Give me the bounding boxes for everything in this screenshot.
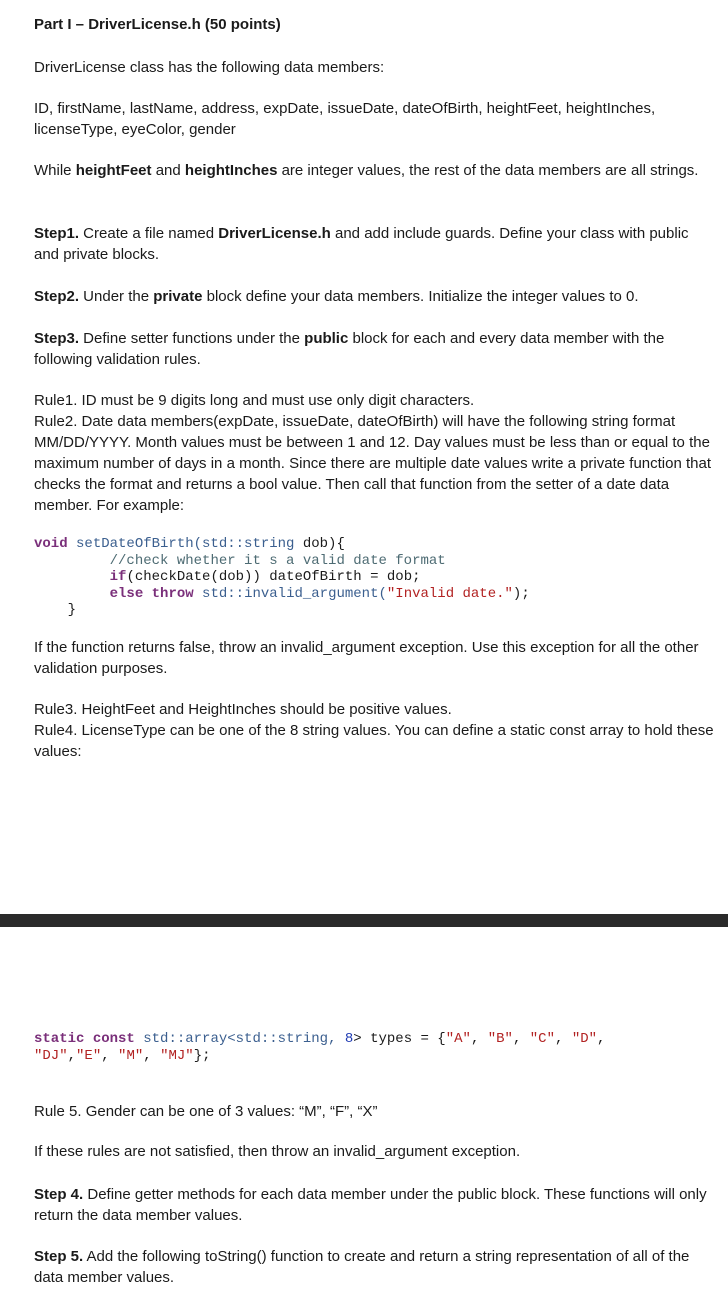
code-token: }; <box>193 1047 211 1064</box>
text: and <box>151 162 185 179</box>
text: Add the following toString() function to create and return a string representation of all of the data member values. <box>34 1248 690 1286</box>
code-token: } <box>67 602 77 618</box>
code-token: const <box>92 1031 135 1047</box>
step-label: Step 5. <box>34 1248 84 1265</box>
code-token: ); <box>512 585 530 602</box>
exception-note: If the function returns false, throw an invalid_argument exception. Use this exception for all the other validation purposes. <box>34 639 699 677</box>
bold-term: DriverLicense.h <box>218 225 331 242</box>
code-token: , <box>143 1047 161 1064</box>
rule-3: Rule3. HeightFeet and HeightInches should be positive values. <box>34 701 452 718</box>
code-block-types <box>34 1031 724 1064</box>
code-token: throw <box>151 585 194 602</box>
rule-2: Rule2. Date data members(expDate, issueDate, dateOfBirth) will have the following string format MM/DD/YYYY. Month values must be between 1 and 12. Day values must be less than or equal to the maximum number of days in a month. Since there are multiple date values write a private function that checks the format and returns a bool value. Then call that function from the setter of a date data member. For example: <box>34 413 711 514</box>
bold-term: heightInches <box>184 162 278 179</box>
code-token: (checkDate(dob)) <box>126 569 270 585</box>
bold-term: heightFeet <box>75 162 152 179</box>
rule-1: Rule1. ID must be 9 digits long and must use only digit characters. <box>34 392 475 409</box>
code-token: dateOfBirth = dob; <box>269 569 421 585</box>
code-token: else <box>109 585 144 602</box>
code-number: 8 <box>344 1031 354 1047</box>
code-token: static <box>34 1031 85 1047</box>
code-token: , <box>512 1031 530 1047</box>
code-token: , <box>101 1047 119 1064</box>
code-token: > types = { <box>353 1031 446 1047</box>
code-string: "MJ" <box>160 1047 194 1064</box>
code-string: "C" <box>529 1031 555 1047</box>
code-string: "DJ" <box>34 1047 68 1064</box>
code-token: dob){ <box>294 536 345 552</box>
bold-term: private <box>153 288 203 305</box>
page-divider <box>0 914 728 927</box>
step-4 <box>34 1184 714 1226</box>
code-token: , <box>67 1047 77 1064</box>
members-heading: DriverLicense class has the following data members: <box>34 59 385 76</box>
types-note <box>34 160 714 181</box>
code-string: "D" <box>571 1031 598 1047</box>
rule-4: Rule4. LicenseType can be one of the 8 string values. You can define a static const array to hold these values: <box>34 722 714 760</box>
code-token: , <box>470 1031 488 1047</box>
code-string: "M" <box>118 1047 144 1064</box>
step-label: Step1. <box>34 225 80 242</box>
step-2 <box>34 286 714 307</box>
code-comment: //check whether it s a valid date format <box>109 552 446 569</box>
step-3 <box>34 328 714 370</box>
code-token: , <box>597 1031 606 1047</box>
code-token: std::invalid_argument( <box>193 585 387 602</box>
text: Under the <box>79 288 154 305</box>
text: Define setter functions under the <box>79 330 305 347</box>
code-string: "E" <box>76 1047 102 1064</box>
code-string: "B" <box>487 1031 513 1047</box>
code-token: setDateOfBirth( <box>67 536 203 552</box>
step-label: Step2. <box>34 288 80 305</box>
text: block define your data members. Initialize the integer values to 0. <box>202 288 639 305</box>
part-title: Part I – DriverLicense.h (50 points) <box>34 16 281 33</box>
members-list: ID, firstName, lastName, address, expDate, issueDate, dateOfBirth, heightFeet, heightInches, licenseType, eyeColor, gender <box>34 100 656 138</box>
code-token: std::array<std::string, <box>134 1031 345 1047</box>
code-token: void <box>34 536 68 552</box>
code-string: "A" <box>445 1031 471 1047</box>
text: block for each and every data member with the following validation rules. <box>34 330 665 368</box>
code-block-setter <box>34 536 724 619</box>
text: and add include guards. Define your class with public and private blocks. <box>34 225 689 263</box>
text: Create a file named <box>79 225 219 242</box>
text: Define getter methods for each data member under the public block. These functions will only return the data member values. <box>34 1186 707 1224</box>
bold-term: public <box>304 330 349 347</box>
step-label: Step3. <box>34 330 80 347</box>
code-token: std::string <box>202 536 295 552</box>
text: are integer values, the rest of the data members are all strings. <box>277 162 699 179</box>
step-5 <box>34 1246 714 1288</box>
step-1 <box>34 223 714 265</box>
code-string: "Invalid date." <box>386 585 513 602</box>
rule-5: Rule 5. Gender can be one of 3 values: “M”, “F”, “X” <box>34 1103 378 1120</box>
closing-note: If these rules are not satisfied, then throw an invalid_argument exception. <box>34 1143 521 1160</box>
text: While <box>34 162 76 179</box>
code-token: , <box>555 1031 572 1047</box>
step-label: Step 4. <box>34 1186 84 1203</box>
code-token: if <box>109 569 127 585</box>
